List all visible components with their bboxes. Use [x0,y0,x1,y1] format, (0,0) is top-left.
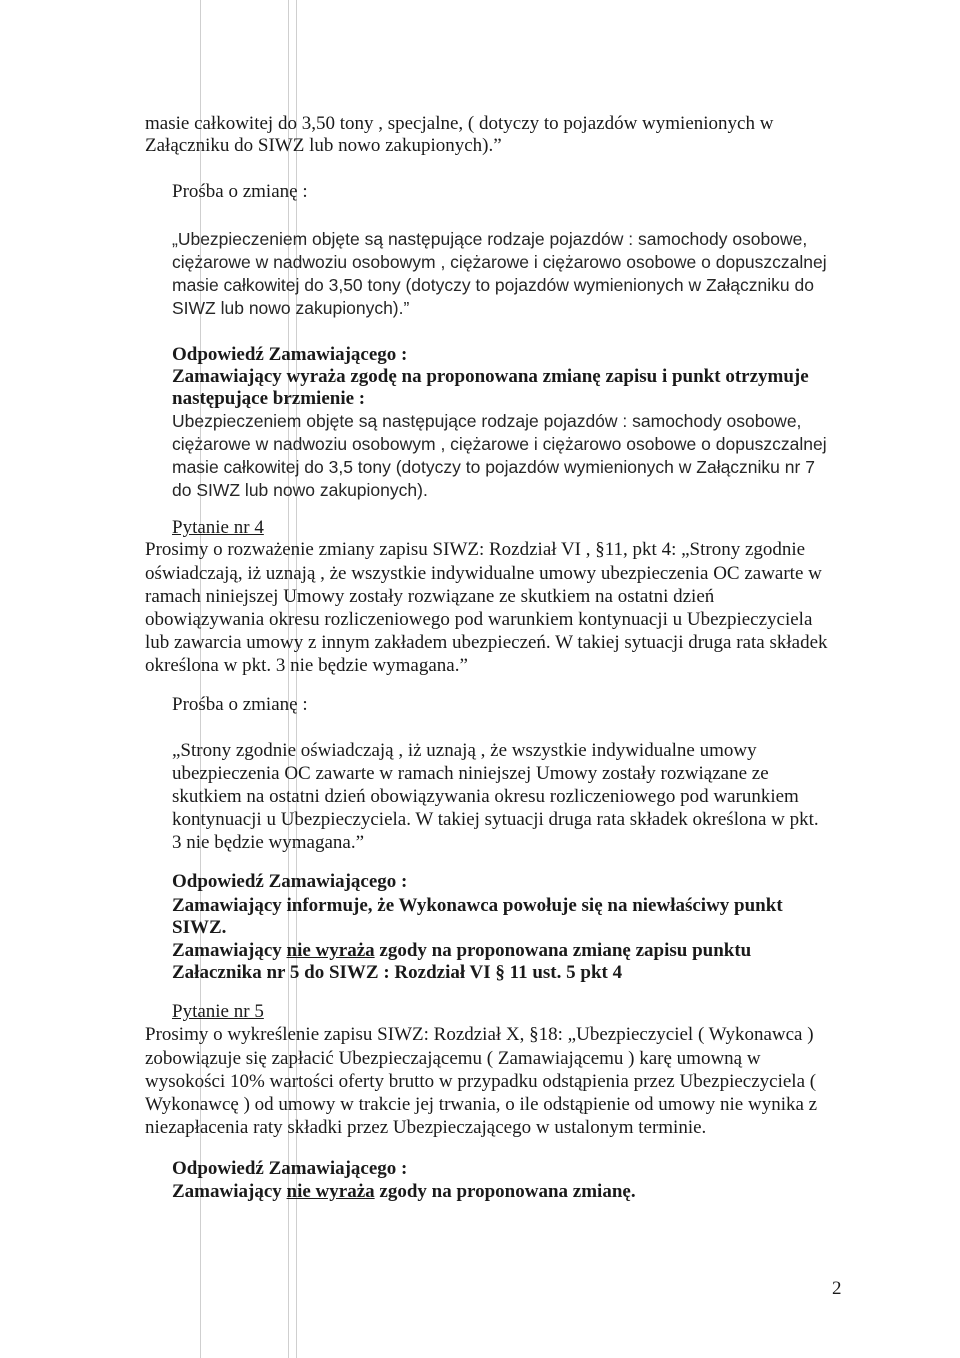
text-line: masie całkowitej do 3,50 tony (dotyczy to pojazdów wymienionych w Załączniku do [172,275,814,295]
text-line: ubezpieczenia OC zawarte w ramach niniejszej Umowy zostały rozwiązane ze [172,763,769,784]
text-line: Zamawiający wyraża zgodę na proponowana zmianę zapisu i punkt otrzymuje [172,366,809,387]
text-line: 3 nie będzie wymagana.” [172,832,365,853]
text-line: Prośba o zmianę : [172,694,308,715]
text-line: „Strony zgodnie oświadczają , iż uznają , że wszystkie indywidualne umowy [172,740,757,761]
text-line: masie całkowitej do 3,50 tony , specjalne, ( dotyczy to pojazdów wymienionych w [145,113,774,134]
section-heading: Odpowiedź Zamawiającego : [172,871,408,892]
text-line: SIWZ lub nowo zakupionych).” [172,298,410,318]
text-line: ramach niniejszej Umowy zostały rozwiązane ze skutkiem na ostatni dzień [145,586,715,607]
scan-artifact-line [200,0,201,1358]
text-line: następujące brzmienie : [172,388,366,409]
text-line: Prosimy o wykreślenie zapisu SIWZ: Rozdział X, §18: „Ubezpieczyciel ( Wykonawca ) [145,1024,814,1045]
text-line: Prosimy o rozważenie zmiany zapisu SIWZ: Rozdział VI , §11, pkt 4: „Strony zgodnie [145,539,806,560]
section-heading: Odpowiedź Zamawiającego : [172,344,408,365]
question-heading: Pytanie nr 4 [172,517,264,538]
text-line: Ubezpieczeniem objęte są następujące rodzaje pojazdów : samochody osobowe, [172,411,802,431]
text-line: SIWZ. [172,917,227,938]
text-line: zobowiązuje się zapłacić Ubezpieczającemu ( Zamawiającemu ) karę umowną w [145,1048,761,1069]
underlined-phrase: nie wyraża [286,940,375,961]
text-line: masie całkowitej do 3,5 tony (dotyczy to pojazdów wymienionych w Załączniku nr 7 [172,457,815,477]
text-line: „Ubezpieczeniem objęte są następujące rodzaje pojazdów : samochody osobowe, [172,229,808,249]
text-line: wysokości 10% wartości oferty brutto w przypadku odstąpienia przez Ubezpieczyciela ( [145,1071,817,1092]
text-line: Wykonawcę ) od umowy w trakcie jej trwania, o ile odstąpienie od umowy nie wynika z [145,1094,818,1115]
text-line: Zamawiający nie wyraża zgody na proponowana zmianę. [172,1181,636,1202]
section-heading: Odpowiedź Zamawiającego : [172,1158,408,1179]
scan-artifact-line [296,0,297,1358]
text-line: kontynuacji u Ubezpieczyciela. W takiej sytuacji druga rata składek określona w pkt. [172,809,819,830]
text-line: niezapłacenia raty składki przez Ubezpieczającego w ustalonym terminie. [145,1117,707,1138]
underlined-phrase: nie wyraża [286,1181,375,1202]
scan-artifact-line [288,0,289,1358]
text-line: do SIWZ lub nowo zakupionych). [172,480,428,500]
text-line: Załacznika nr 5 do SIWZ : Rozdział VI § 11 ust. 5 pkt 4 [172,962,623,983]
text-line: ciężarowe w nadwoziu osobowym , ciężarowe i ciężarowo osobowe o dopuszczalnej [172,434,827,454]
text-line: Załączniku do SIWZ lub nowo zakupionych).” [145,135,502,156]
text-line: określona w pkt. 3 nie będzie wymagana.” [145,655,468,676]
text-line: ciężarowe w nadwoziu osobowym , ciężarowe i ciężarowo osobowe o dopuszczalnej [172,252,827,272]
text-line: Zamawiający informuje, że Wykonawca powołuje się na niewłaściwy punkt [172,895,783,916]
text-line: Prośba o zmianę : [172,181,308,202]
page-number: 2 [832,1278,842,1299]
text-line: obowiązywania okresu rozliczeniowego pod warunkiem kontynuacji u Ubezpieczyciela [145,609,813,630]
text-line: Zamawiający nie wyraża zgody na proponowana zmianę zapisu punktu [172,940,752,961]
text-line: lub zawarcia umowy z innym zakładem ubezpieczeń. W takiej sytuacji druga rata składek [145,632,828,653]
text-line: oświadczają, iż uznają , że wszystkie indywidualne umowy ubezpieczenia OC zawarte w [145,563,822,584]
text-line: skutkiem na ostatni dzień obowiązywania okresu rozliczeniowego pod warunkiem [172,786,799,807]
question-heading: Pytanie nr 5 [172,1001,264,1022]
